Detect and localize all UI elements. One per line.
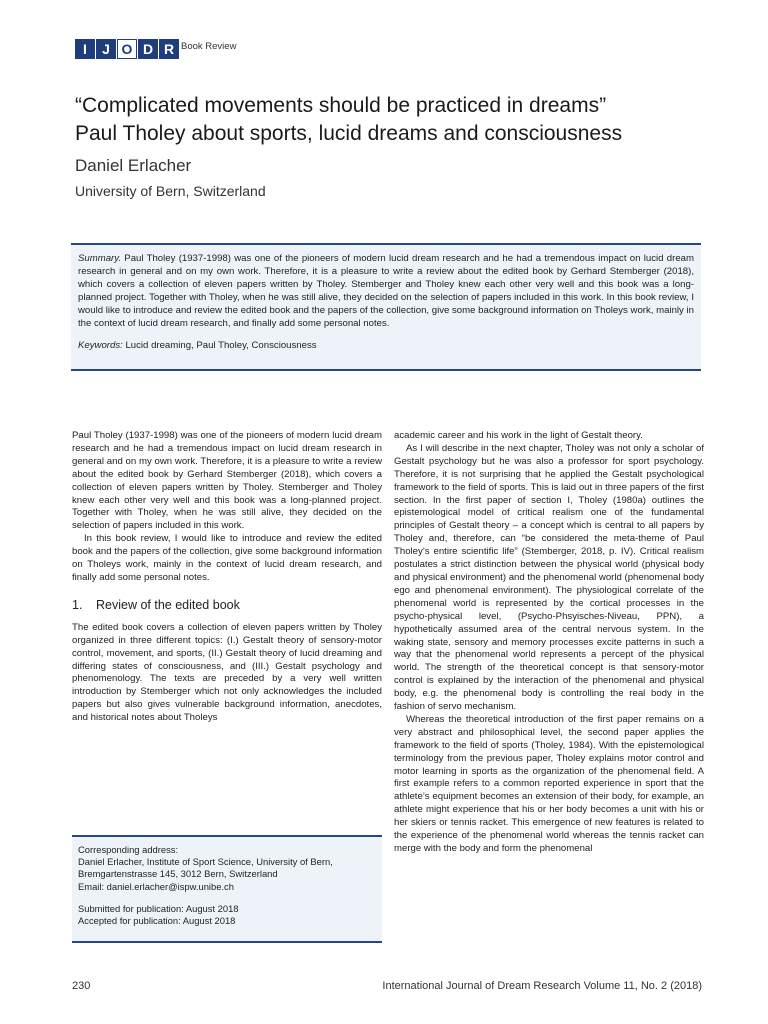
- correspondence-line: Daniel Erlacher, Institute of Sport Science, University of Bern,: [78, 856, 333, 868]
- submitted-date: Submitted for publication: August 2018: [78, 902, 239, 914]
- keywords: [78, 339, 694, 352]
- keywords-list: Lucid dreaming, Paul Tholey, Consciousness: [122, 340, 317, 351]
- section-heading: [72, 599, 382, 612]
- logo-letter-i: I: [75, 39, 95, 59]
- body-paragraph: The edited book covers a collection of eleven papers written by Tholey organized in three different topics: (I.) Gestalt theory of sensory-motor control, movement, and sports, (II.) Gestalt theory of lucid dreaming and differing states of consciousness, and (III.) Gestalt psychology and phenomenology. The texts are preceded by a very well written introduction by Stemberger which not only acknowledges the included papers but also gives vulnerable background information, anecdotes, and historical notes about Tholeys: [72, 621, 382, 724]
- body-column-left: [72, 430, 382, 725]
- body-paragraph: As I will describe in the next chapter, Tholey was not only a scholar of Gestalt psychology but he was also a professor for sport psychology. Therefore, it is not surprising that he applied the Gestalt psychological framework to the field of sports. This is laid out in three papers of the first section. In the first paper of section I, Tholey (1980a) outlines the epistemological model of critical realism one of the fundamental principles of Gestalt theory – a concept which is central to all papers by Tholey and, therefore, can “be considered the meta-theme of Paul Tholey’s entire scientific life” (Stemberger, 2018, p. IV). Critical realism postulates a strict distinction between the physical world (physical body and physical environment) and the phenomenal world (phenomenal body ego and phenomenal environment). The physiological correlate of the phenomenal world is represented by the cortical processes in the psycho-physical level, (Psycho-Phsyisches-Niveau, PPN), a hypothetically assumed area of the central nervous system. In the waking state, sensory and memory processes excite patterns in such a way that the phenomenal world represents a percept of the physical world. The strength of the theoretical concept is that sensory-motor control is explained by the interaction of the phenomenal and physical body, e.g. the phenomenal body is controlling the real body in the fashion of servo mechanism.: [394, 442, 704, 713]
- body-paragraph: In this book review, I would like to introduce and review the edited book and the papers of the collection, give some background information on Tholeys work, mainly in the context of lucid dream research, and finally add some personal notes.: [72, 533, 382, 583]
- abstract-text: [78, 252, 694, 330]
- keywords-label: Keywords:: [78, 340, 123, 351]
- journal-logo: [75, 39, 180, 61]
- accepted-date: Accepted for publication: August 2018: [78, 915, 236, 927]
- correspondence-label: Corresponding address:: [78, 844, 179, 855]
- journal-citation: International Journal of Dream Research Volume 11, No. 2 (2018): [382, 980, 702, 992]
- body-paragraph: Whereas the theoretical introduction of the first paper remains on a very abstract and philosophical level, the second paper applies the framework to the field of sports (Tholey, 1984). With the epistemological terminology from the previous paper, Tholey explains motor control and motor learning in sports as the organization of the phenomenal field. A first example refers to a common reported experience in sport that the athlete’s equipment becomes an extension of their body, for example, an athlete might experience that his or her body becomes a unit with his or her skiers or tennis racket. This emergence of new features is related to the experience of the phenomenal world whereas the tennis racket can merge with the body and form the phenomenal: [394, 713, 704, 854]
- section-heading-text: Review of the edited book: [96, 597, 240, 612]
- title-line-2: Paul Tholey about sports, lucid dreams and consciousness: [75, 122, 623, 145]
- abstract-body: Paul Tholey (1937-1998) was one of the pioneers of modern lucid dream research and he had a tremendous impact on lucid dream research in general and on my own work. Therefore, it is a pleasure to write a review about the edited book by Gerhard Stemberger (2018), which covers a collection of eleven papers written by Tholey. Stemberger and Tholey knew each other very well and this book was a long-planned project. Together with Tholey, when he was still alive, they decided on the selection of papers included in this work. In this book review, I would like to introduce and review the edited book and the papers of the collection, give some background information on Tholeys work, mainly in the context of lucid dream research, and finally add some personal notes.: [78, 253, 694, 329]
- correspondence-box: [72, 835, 382, 943]
- section-number: 1.: [72, 597, 83, 612]
- logo-letter-j: J: [96, 39, 116, 59]
- logo-letter-o: O: [117, 39, 137, 59]
- author-name: Daniel Erlacher: [75, 156, 192, 175]
- logo-letter-d: D: [138, 39, 158, 59]
- article-title: [75, 92, 715, 148]
- abstract-label: Summary.: [78, 253, 121, 264]
- correspondence-line: Bremgartenstrasse 145, 3012 Bern, Switzerland: [78, 868, 278, 880]
- page-number: 230: [72, 980, 91, 992]
- body-column-right: [394, 430, 704, 856]
- author-affiliation: University of Bern, Switzerland: [75, 183, 266, 199]
- title-line-1: “Complicated movements should be practiced in dreams”: [75, 94, 607, 117]
- body-paragraph: academic career and his work in the light of Gestalt theory.: [394, 430, 643, 441]
- section-label: Book Review: [181, 41, 237, 52]
- logo-letter-r: R: [159, 39, 179, 59]
- body-paragraph: Paul Tholey (1937-1998) was one of the pioneers of modern lucid dream research and he had a tremendous impact on lucid dream research in general and on my own work. Therefore, it is a pleasure to write a review about the edited book by Gerhard Stemberger (2018), which covers a collection of eleven papers written by Tholey. Stemberger and Tholey knew each other very well and this book was a long-planned project. Together with Tholey, when he was still alive, they decided on the selection of papers included in this work.: [72, 430, 382, 532]
- correspondence-email: Email: daniel.erlacher@ispw.unibe.ch: [78, 880, 234, 892]
- abstract-box: [71, 243, 701, 371]
